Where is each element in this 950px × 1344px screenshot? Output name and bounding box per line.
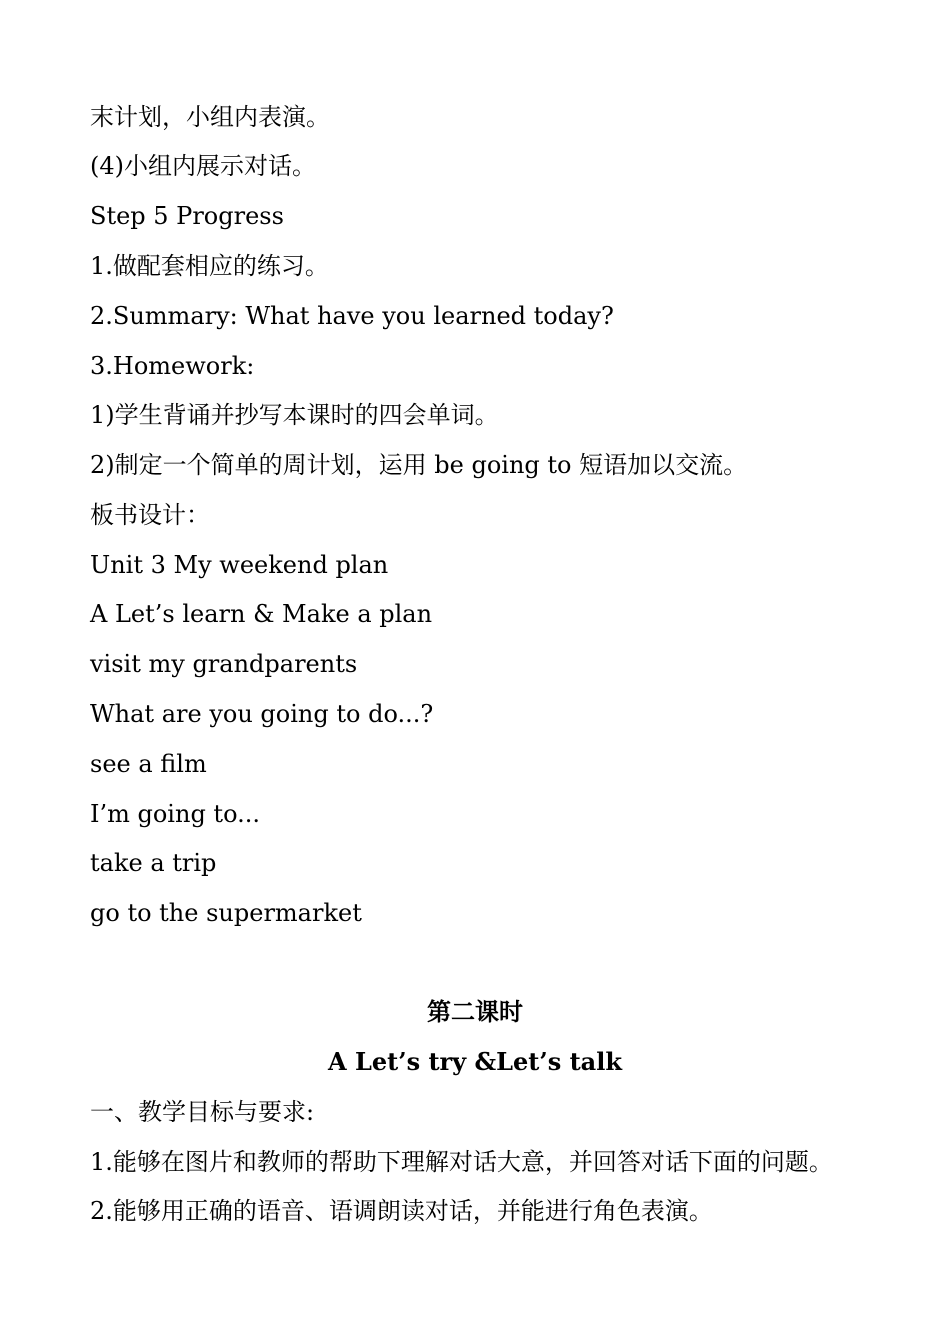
lesson-title: 第二课时 — [427, 998, 523, 1026]
text-line-group-dialogue: (4)小组内展示对话。 — [90, 152, 316, 180]
text-line-summary: 2.Summary: What have you learned today? — [90, 302, 614, 330]
text-line-exercises: 1.做配套相应的练习。 — [90, 252, 329, 280]
board-phrase-supermarket: go to the supermarket — [90, 899, 362, 927]
board-phrase-film: see a film — [90, 750, 207, 778]
objective-item-1: 1.能够在图片和教师的帮助下理解对话大意，并回答对话下面的问题。 — [90, 1148, 833, 1176]
homework-item-1: 1)学生背诵并抄写本课时的四会单词。 — [90, 401, 499, 429]
board-answer: I’m going to... — [90, 800, 260, 828]
board-design-heading: 板书设计： — [90, 501, 210, 529]
objective-item-2: 2.能够用正确的语音、语调朗读对话，并能进行角色表演。 — [90, 1197, 713, 1225]
board-phrase-trip: take a trip — [90, 849, 217, 877]
board-question: What are you going to do...? — [90, 700, 434, 728]
text-line-plan-performance: 末计划，小组内表演。 — [90, 103, 330, 131]
step-5-heading: Step 5 Progress — [90, 202, 284, 230]
homework-heading: 3.Homework: — [90, 352, 255, 380]
homework-item-2: 2)制定一个简单的周计划，运用 be going to 短语加以交流。 — [90, 451, 748, 479]
board-unit-title: Unit 3 My weekend plan — [90, 551, 389, 579]
board-phrase-visit: visit my grandparents — [90, 650, 358, 678]
objectives-heading: 一、教学目标与要求: — [90, 1098, 315, 1126]
lesson-subtitle: A Let’s try &Let’s talk — [328, 1047, 622, 1076]
board-lesson-title: A Let’s learn & Make a plan — [90, 600, 433, 628]
